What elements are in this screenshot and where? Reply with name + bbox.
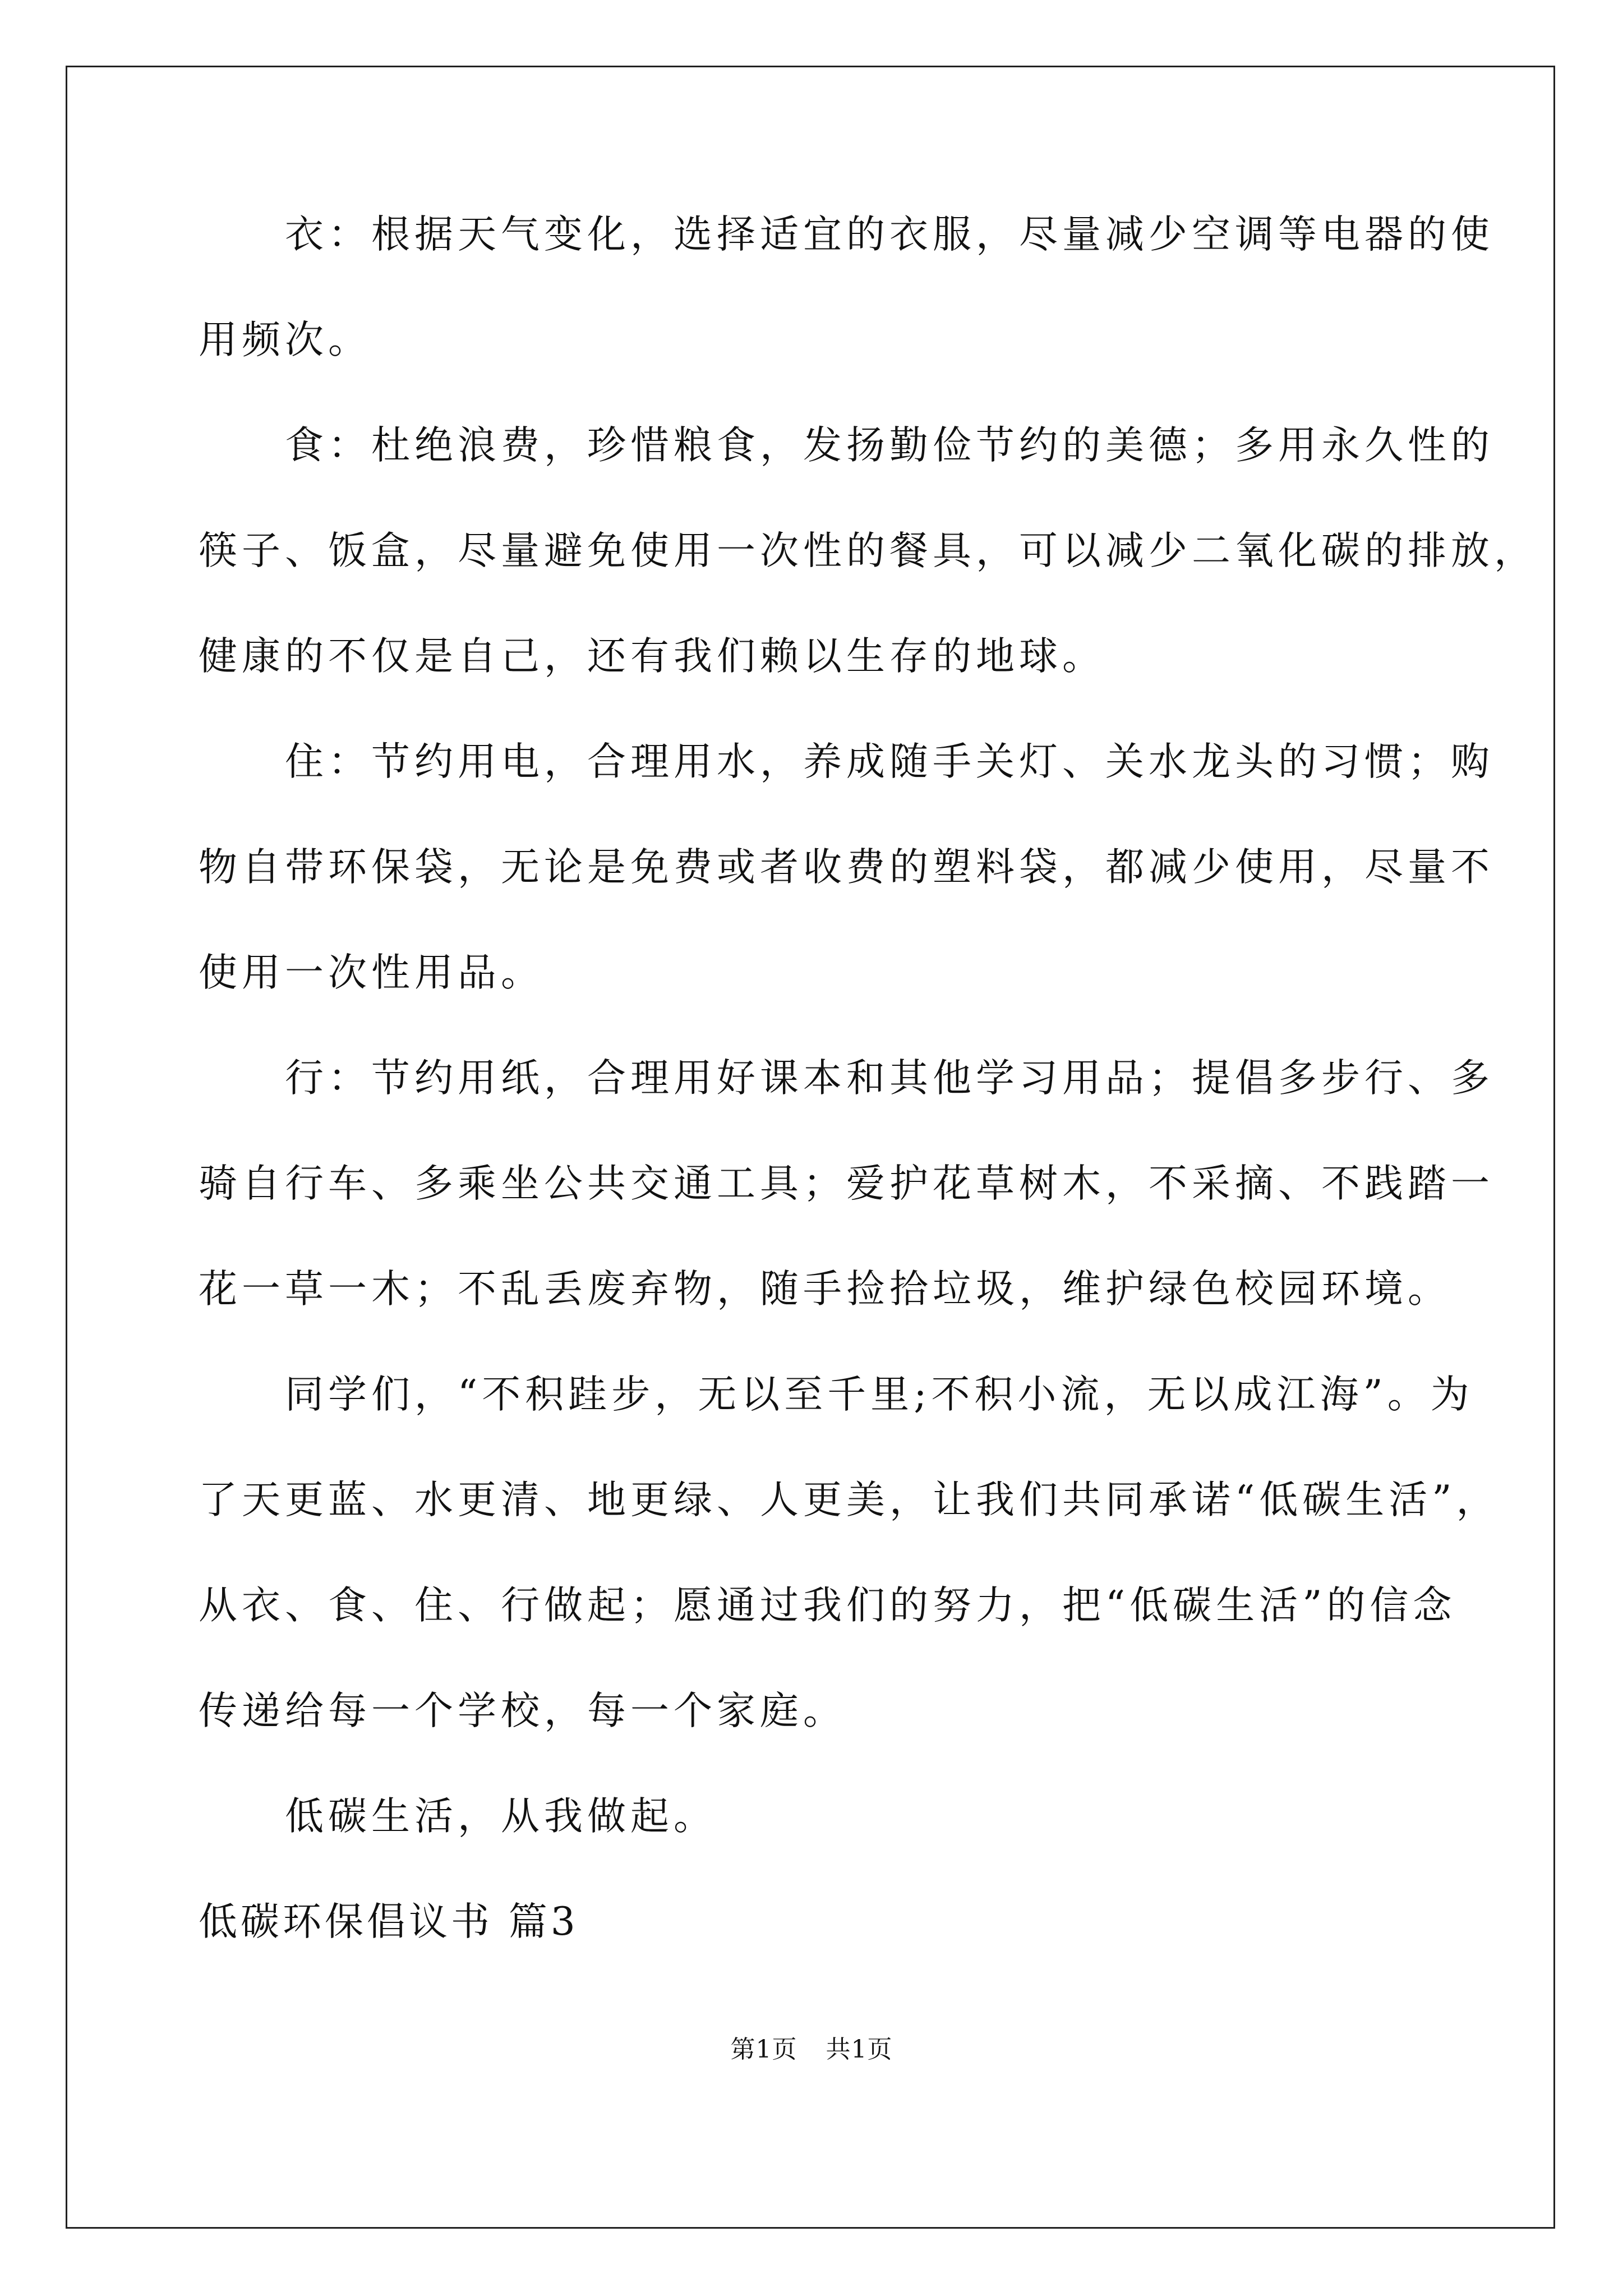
text-line: 物自带环保袋，无论是免费或者收费的塑料袋，都减少使用，尽量不: [199, 845, 1494, 890]
text-line: 健康的不仅是自己，还有我们赖以生存的地球。: [199, 634, 1105, 679]
text-line: 传递给每一个学校，每一个家庭。: [199, 1688, 846, 1733]
text-line: 了天更蓝、水更清、地更绿、人更美，让我们共同承诺“低碳生活”，: [199, 1478, 1500, 1522]
section-heading: 低碳环保倡议书 篇3: [199, 1899, 579, 1944]
text-line: 骑自行车、多乘坐公共交通工具；爱护花草树木，不采摘、不践踏一: [199, 1161, 1494, 1206]
text-line: 住：节约用电，合理用水，养成随手关灯、关水龙头的习惯；购: [199, 739, 1494, 784]
text-line: 低碳生活，从我做起。: [199, 1794, 717, 1839]
page-footer: [0, 2035, 1623, 2064]
text-line: 食：杜绝浪费，珍惜粮食，发扬勤俭节约的美德；多用永久性的: [199, 423, 1494, 468]
page-number-total: 共1页: [826, 2035, 893, 2064]
text-line: 行：节约用纸，合理用好课本和其他学习用品；提倡多步行、多: [199, 1056, 1494, 1101]
text-line: 用频次。: [199, 318, 371, 362]
text-line: 花一草一木；不乱丢废弃物，随手捡拾垃圾，维护绿色校园环境。: [199, 1267, 1451, 1312]
text-line: 筷子、饭盒，尽量避免使用一次性的餐具，可以减少二氧化碳的排放，: [199, 528, 1537, 573]
page-number-current: 第1页: [730, 2035, 797, 2064]
text-line: 衣：根据天气变化，选择适宜的衣服，尽量减少空调等电器的使: [199, 212, 1494, 257]
text-line: 使用一次性用品。: [199, 950, 544, 995]
text-line: 同学们，“不积跬步，无以至千里;不积小流，无以成江海”。为: [199, 1372, 1474, 1417]
text-line: 从衣、食、住、行做起；愿通过我们的努力，把“低碳生活”的信念: [199, 1583, 1456, 1628]
